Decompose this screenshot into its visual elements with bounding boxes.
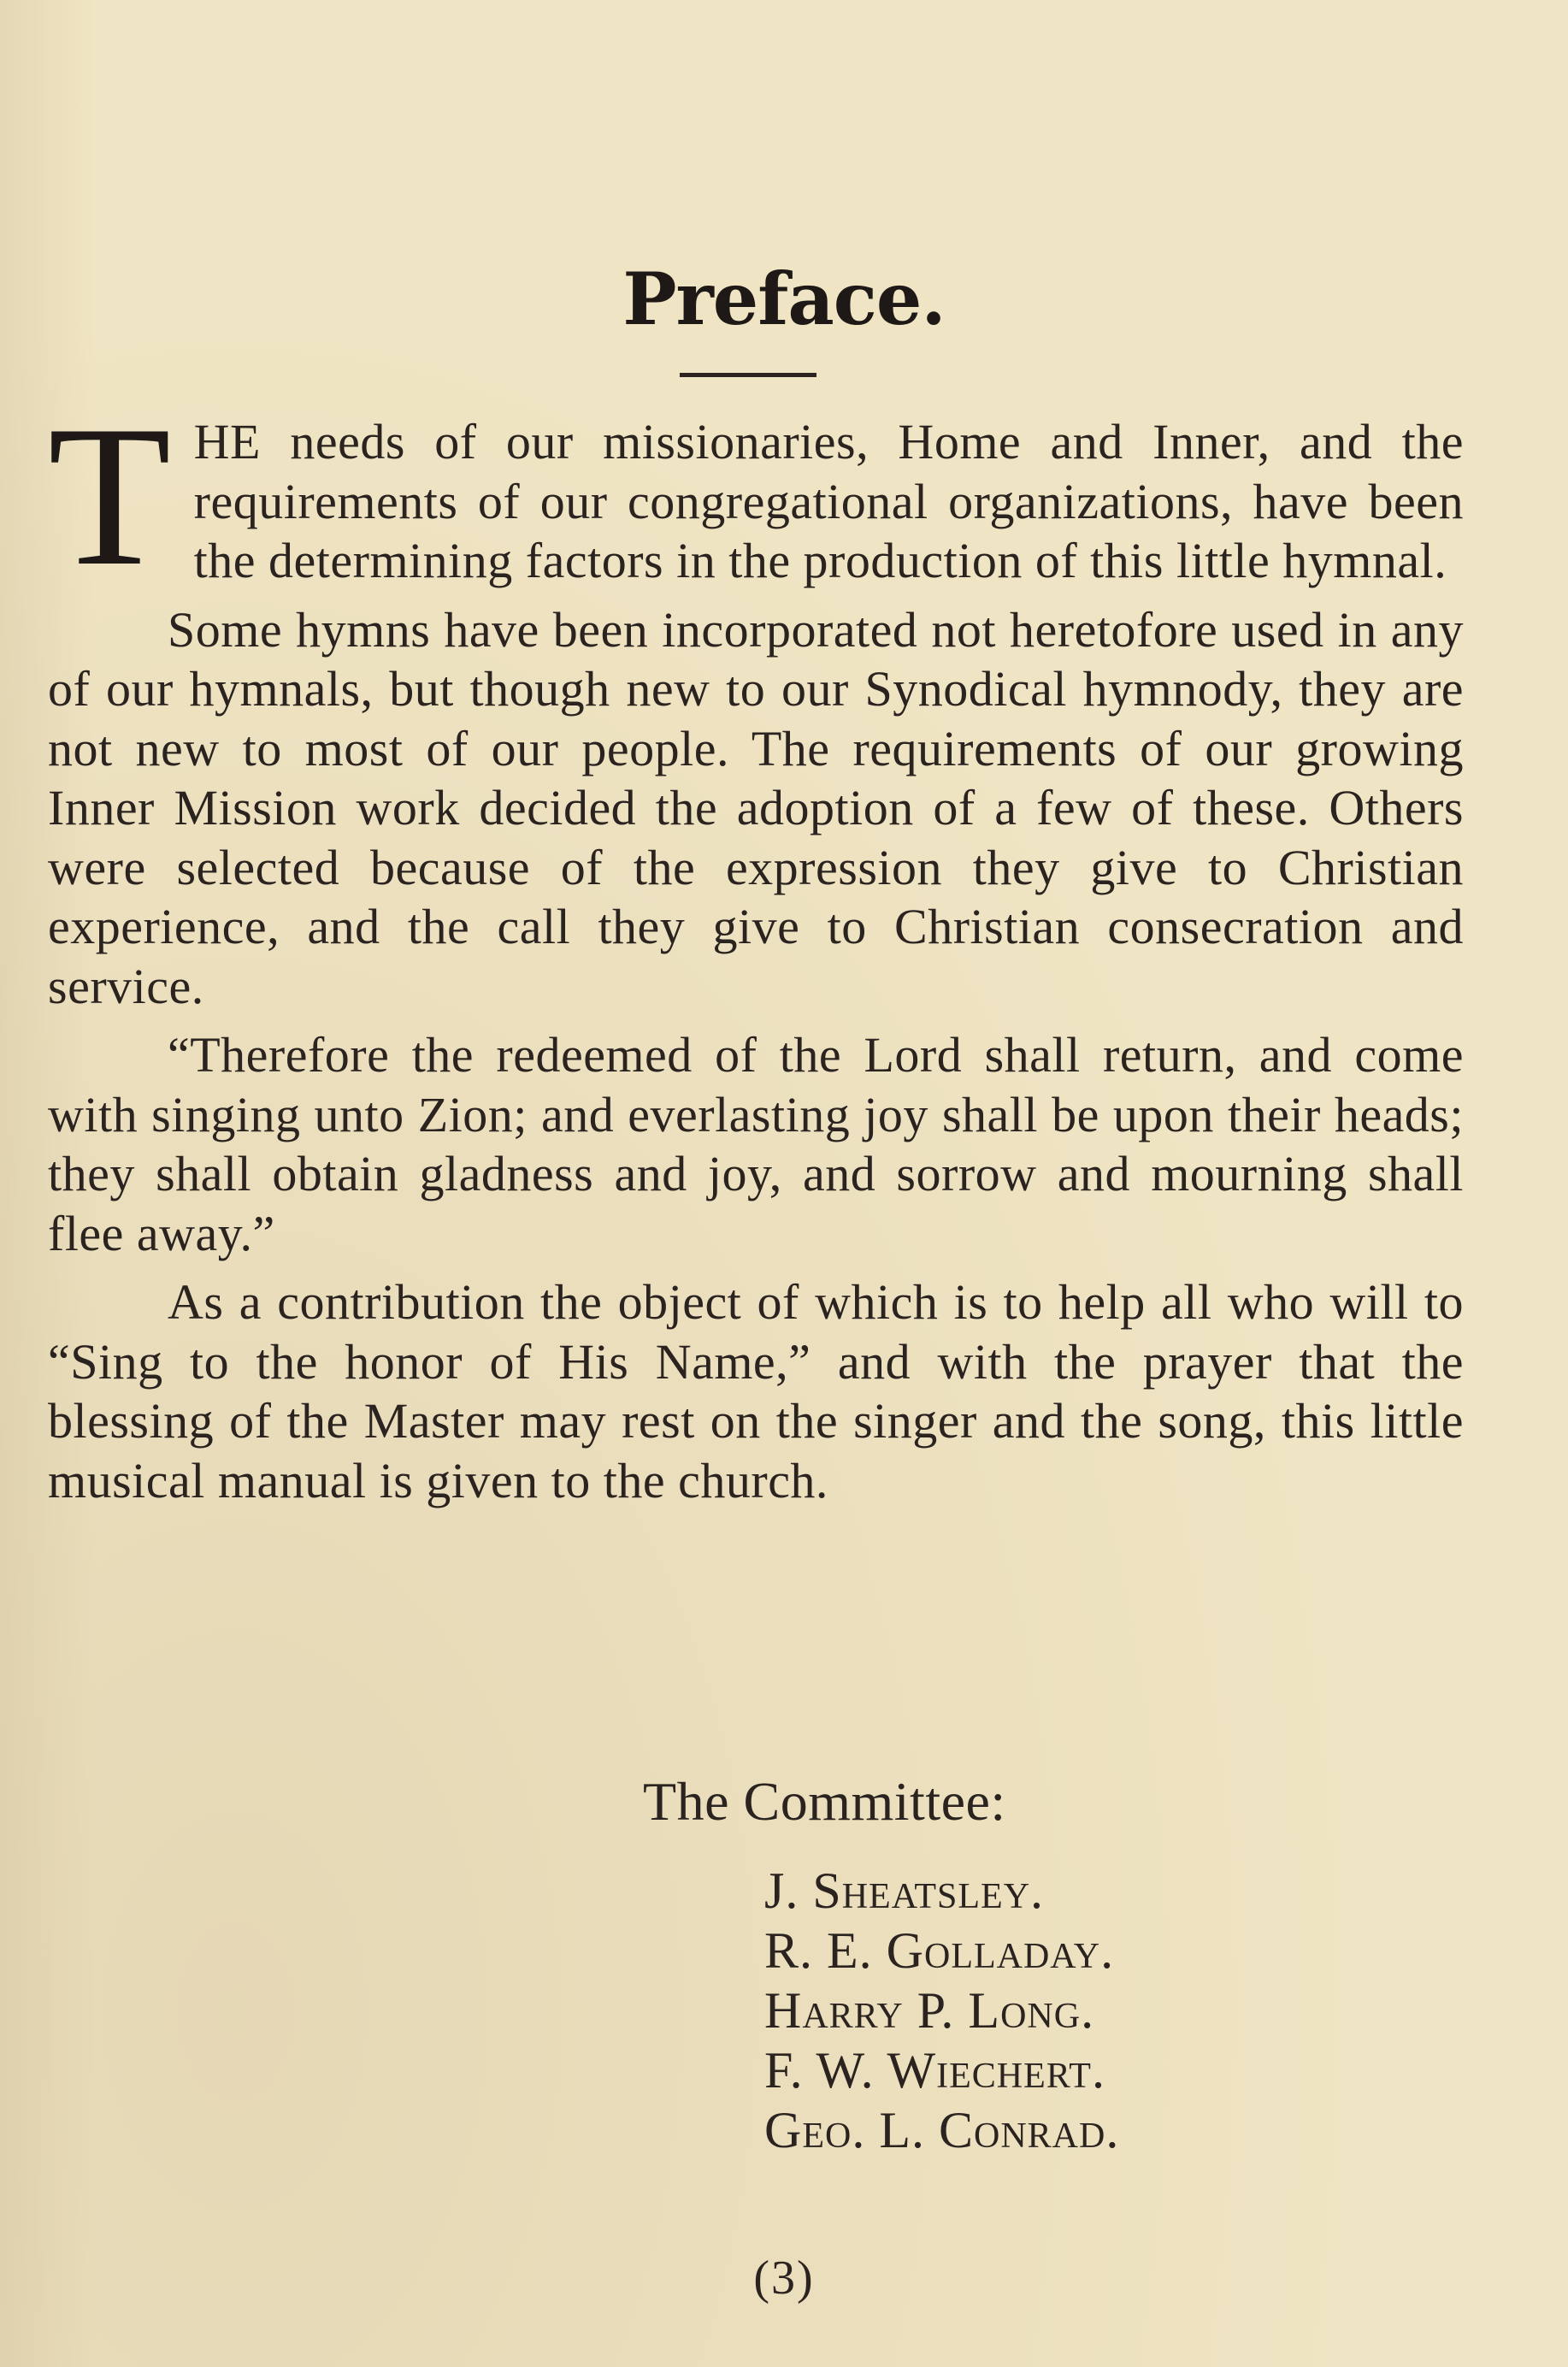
paragraph-2: Some hymns have been incorporated not heretofore used in any of our hymnals, but though new to our Synodical hymnody, they are not new to most of our people. The requirements of our growing Inner Mission work decided the adoption of a few of these. Others were selected because of the expression they give to Christian experience, and the call they give to Christian consecration and service. <box>48 601 1464 1014</box>
committee-member: R. E. Golladay. <box>764 1922 1115 1979</box>
committee-heading: The Committee: <box>643 1771 1006 1832</box>
preface-body <box>48 385 1464 1520</box>
title-divider <box>680 373 816 377</box>
committee-member: Harry P. Long. <box>764 1982 1095 2039</box>
committee-member: Geo. L. Conrad. <box>764 2102 1120 2158</box>
paragraph-3: “Therefore the redeemed of the Lord shall return, and come with singing unto Zion; and everlasting joy shall be upon their heads; they shall obtain gladness and joy, and sorrow and mourning shall flee away.” <box>48 1027 1464 1261</box>
drop-cap: T <box>48 385 172 608</box>
page-number: (3) <box>753 2252 815 2305</box>
committee-names <box>764 1861 1119 2160</box>
paragraph-4: As a contribution the object of which is to help all who will to “Sing to the honor of His Name,” and with the prayer that the blessing of the Master may rest on the singer and the song, this little musical manual is given to the church. <box>48 1274 1464 1508</box>
committee-member: F. W. Wiechert. <box>764 2042 1105 2098</box>
paragraph-1 <box>48 385 1464 608</box>
paragraph-1-text: HE needs of our missionaries, Home and Inner, and the requirements of our congregational organizations, have been the determining factors in the production of this little hymnal. <box>193 414 1464 588</box>
page-title: Preface. <box>622 257 946 341</box>
committee-member: J. Sheatsley. <box>764 1862 1045 1919</box>
